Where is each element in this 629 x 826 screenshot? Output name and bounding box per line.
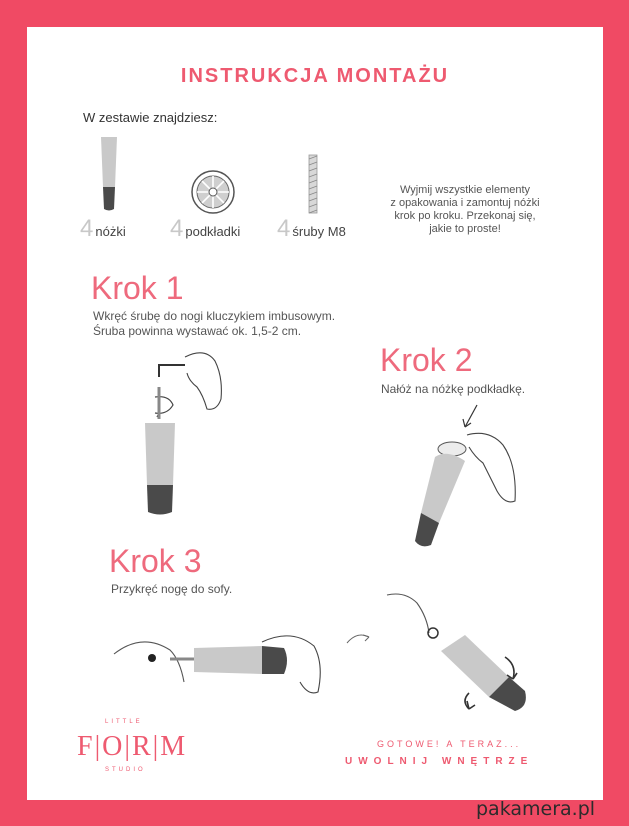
step-2-title: Krok 2 xyxy=(380,342,473,378)
little-form-studio-logo: LITTLE F|O|R|M STUDIO xyxy=(77,719,188,773)
next-arrow-icon xyxy=(345,629,375,649)
pakamera-watermark: pakamera.pl xyxy=(476,798,596,820)
step-1-title: Krok 1 xyxy=(91,270,184,306)
kit-label: W zestawie znajdziesz: xyxy=(83,110,218,125)
step-3-desc: Przykręć nogę do sofy. xyxy=(111,582,233,596)
intro-note: Wyjmij wszystkie elementy z opakowania i zamontuj nóżki krok po kroku. Przekonaj się, jakie to proste! xyxy=(390,184,540,235)
step-3-illustration-right xyxy=(385,589,535,714)
kit-item-washers: 4 podkładki xyxy=(170,215,241,242)
washer-icon xyxy=(190,169,236,215)
bolt-icon xyxy=(308,155,318,215)
instruction-sheet xyxy=(27,27,603,800)
footer-line-1: GOTOWE! A TERAZ... xyxy=(377,739,522,749)
page-title: INSTRUKCJA MONTAŻU xyxy=(180,65,450,87)
step-2-desc: Nałóż na nóżkę podkładkę. xyxy=(381,382,526,396)
step-2-illustration xyxy=(407,405,527,550)
step-3-title: Krok 3 xyxy=(109,543,202,579)
leg-icon xyxy=(95,135,125,215)
kit-item-bolts: 4 śruby M8 xyxy=(277,215,346,242)
step-1-desc: Wkręć śrubę do nogi kluczykiem imbusowym. Śruba powinna wystawać ok. 1,5-2 cm. xyxy=(93,309,336,338)
kit-item-legs: 4 nóżki xyxy=(80,215,126,242)
step-1-illustration xyxy=(127,347,237,517)
footer-line-2: UWOLNIJ WNĘTRZE xyxy=(345,756,534,767)
step-3-illustration-left xyxy=(112,612,332,702)
